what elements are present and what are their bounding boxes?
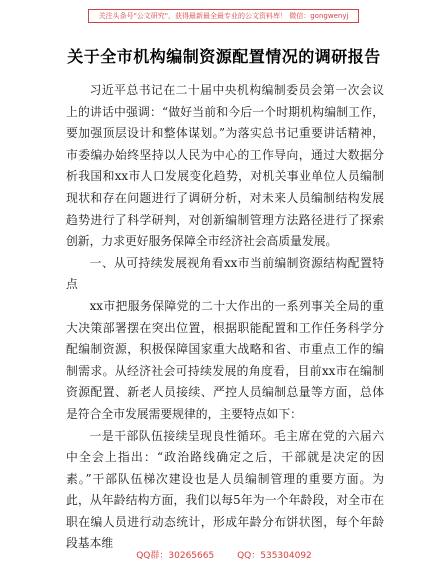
footer-qq: QQ：535304092 [237, 551, 312, 561]
footer-qq-group: QQ群：30265665 [136, 551, 215, 561]
paragraph-section-1: xx市把服务保障党的二十大作出的一系列事关全局的重大决策部署摆在突出位置，根据职能配置和工作任务科学分配编制资源，积极保障国家重大战略和省、市重点工作的编制需求。从经济社会可持续发展的角度看，目前xx市在编制资源配置、新老人员接续、严控人员编制总量等方面，总体是符合全市发展需要规律的，主要特点如下： [66, 298, 384, 421]
document-title: 关于全市机构编制资源配置情况的调研报告 [67, 47, 381, 66]
section-heading-1: 一、从可持续发展视角看xx市当前编制资源结构配置特点 [66, 255, 384, 292]
document-body [66, 80, 384, 555]
header-banner: 关注头条号"公文研究"，获得最新最全最专业的公文资料库！ 微信：gongwenyj [88, 9, 359, 23]
paragraph-intro: 习近平总书记在二十届中央机构编制委员会第一次会议上的讲话中强调：“做好当前和今后一个时期机构编制工作，要加强顶层设计和整体谋划。”为落实总书记重要讲话精神，市委编办始终坚持以人民为中心的工作导向，通过大数据分析我国和xx市人口发展变化趋势，对机关事业单位人员编制现状和存在问题进行了调研分析，对未来人员编制结构发展趋势进行了科学研判，对创新编制管理方法路径进行了探索创新，力求更好服务保障全市经济社会高质量发展。 [66, 83, 384, 249]
footer [0, 548, 448, 561]
paragraph-point-1: 一是干部队伍接续呈现良性循环。毛主席在党的六届六中全会上指出：“政治路线确定之后，干部就是决定的因素。”干部队伍梯次建设也是人员编制管理的重要方面。为此，从年龄结构方面，我们以每5年为一个年龄段，对全市在职在编人员进行动态统计，形成年龄分布饼状图，每个年龄段基本维 [66, 428, 384, 551]
